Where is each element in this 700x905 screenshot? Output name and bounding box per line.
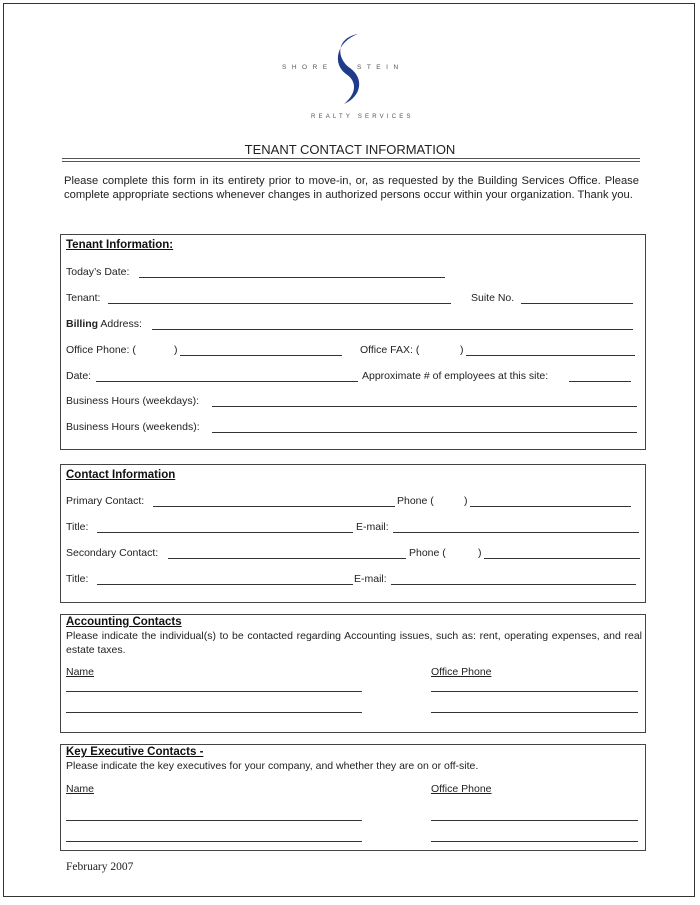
key-exec-instructions: Please indicate the key executives for your company, and whether they are on or off-site. <box>66 760 479 772</box>
office-fax-close: ) <box>460 344 464 356</box>
accounting-phone-field-1[interactable] <box>431 691 638 692</box>
email-2-label: E-mail: <box>354 573 387 585</box>
key-exec-name-field-2[interactable] <box>66 841 362 842</box>
email-2-field[interactable] <box>391 584 636 585</box>
title-2-field[interactable] <box>97 584 353 585</box>
key-exec-phone-header: Office Phone <box>431 783 492 795</box>
hours-weekends-field[interactable] <box>212 432 637 433</box>
title-1-field[interactable] <box>97 532 353 533</box>
accounting-name-field-1[interactable] <box>66 691 362 692</box>
secondary-contact-label: Secondary Contact: <box>66 547 159 559</box>
logo-tagline: REALTY SERVICES <box>311 114 414 120</box>
form-page <box>3 3 695 897</box>
office-phone-field[interactable] <box>180 355 342 356</box>
tenant-field[interactable] <box>108 303 451 304</box>
todays-date-field[interactable] <box>139 277 445 278</box>
key-exec-heading: Key Executive Contacts - <box>66 746 204 758</box>
tenant-info-section <box>60 234 646 450</box>
footer-date: February 2007 <box>66 861 134 873</box>
title-2-label: Title: <box>66 573 89 585</box>
tenant-label: Tenant: <box>66 292 101 304</box>
accounting-heading: Accounting Contacts <box>66 616 182 628</box>
office-phone-label: Office Phone: ( <box>66 344 136 356</box>
secondary-phone-close: ) <box>478 547 482 559</box>
secondary-contact-field[interactable] <box>168 558 406 559</box>
title-rule-2 <box>62 161 640 162</box>
email-1-label: E-mail: <box>356 521 389 533</box>
accounting-name-field-2[interactable] <box>66 712 362 713</box>
hours-weekdays-field[interactable] <box>212 406 637 407</box>
billing-bold: Billing <box>66 318 99 330</box>
accounting-instructions: Please indicate the individual(s) to be contacted regarding Accounting issues, such as: rent, operating expenses, and real estate taxes. <box>66 630 642 656</box>
page-title: TENANT CONTACT INFORMATION <box>244 142 456 157</box>
primary-phone-close: ) <box>464 495 468 507</box>
suite-no-field[interactable] <box>521 303 633 304</box>
primary-phone-field[interactable] <box>470 506 631 507</box>
primary-phone-label: Phone ( <box>397 495 434 507</box>
billing-address-label <box>66 318 142 330</box>
key-exec-name-field-1[interactable] <box>66 820 362 821</box>
key-exec-phone-field-2[interactable] <box>431 841 638 842</box>
key-exec-phone-field-1[interactable] <box>431 820 638 821</box>
todays-date-label: Today’s Date: <box>66 266 130 278</box>
secondary-phone-field[interactable] <box>484 558 640 559</box>
office-fax-label: Office FAX: ( <box>360 344 420 356</box>
key-exec-name-header: Name <box>66 783 95 795</box>
logo-brand-left: SHORE <box>282 64 333 71</box>
office-phone-close: ) <box>174 344 178 356</box>
primary-contact-field[interactable] <box>153 506 395 507</box>
approx-employees-field[interactable] <box>569 381 631 382</box>
suite-no-label: Suite No. <box>471 292 515 304</box>
date-label: Date: <box>66 370 92 382</box>
tenant-info-heading: Tenant Information: <box>66 239 174 251</box>
email-1-field[interactable] <box>393 532 639 533</box>
hours-weekends-label: Business Hours (weekends): <box>66 421 200 433</box>
intro-text: Please complete this form in its entirety prior to move-in, or, as requested by the Building Services Office. Please complete appropriate sections whenever changes in authorized persons occur within your organization. Thank you. <box>64 175 639 201</box>
secondary-phone-label: Phone ( <box>409 547 446 559</box>
logo-brand-right: STEIN <box>357 64 404 71</box>
primary-contact-label: Primary Contact: <box>66 495 145 507</box>
title-rule <box>62 158 640 159</box>
contact-info-section <box>60 464 646 603</box>
accounting-phone-header: Office Phone <box>431 666 492 678</box>
date-field[interactable] <box>96 381 358 382</box>
accounting-name-header: Name <box>66 666 95 678</box>
hours-weekdays-label: Business Hours (weekdays): <box>66 395 200 407</box>
contact-info-heading: Contact Information <box>66 469 176 481</box>
approx-employees-label: Approximate # of employees at this site: <box>362 370 549 382</box>
billing-rest: Address: <box>98 318 142 330</box>
office-fax-field[interactable] <box>466 355 635 356</box>
title-1-label: Title: <box>66 521 89 533</box>
billing-address-field[interactable] <box>152 329 633 330</box>
accounting-phone-field-2[interactable] <box>431 712 638 713</box>
